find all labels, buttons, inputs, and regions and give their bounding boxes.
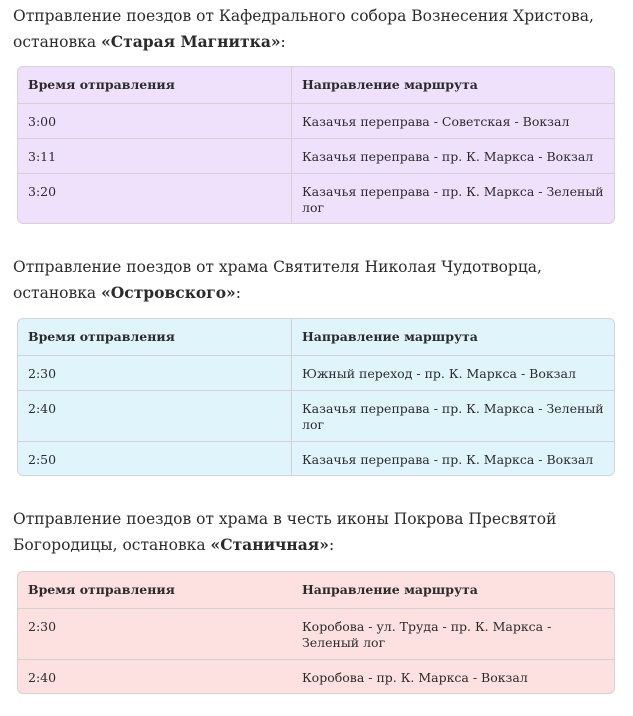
- route-direction: Казачья переправа - пр. К. Маркса - Вокзал: [302, 452, 594, 467]
- departure-time: 3:20: [18, 174, 292, 223]
- route-direction: Казачья переправа - Советская - Вокзал: [302, 114, 570, 129]
- table-row: [18, 138, 614, 173]
- route-direction: Казачья переправа - пр. К. Маркса - Вокзал: [302, 149, 594, 164]
- table-row: [18, 659, 614, 693]
- table-row: [18, 608, 614, 659]
- departure-time: 2:50: [18, 442, 292, 475]
- intro-text: Отправление поездов от храма Святителя Николая Чудотворца, остановка: [13, 258, 542, 302]
- header-route: Направление маршрута: [302, 329, 478, 344]
- intro-colon: :: [280, 33, 286, 51]
- departure-time: 2:30: [28, 619, 57, 634]
- route-direction: Коробова - пр. К. Маркса - Вокзал: [302, 670, 528, 685]
- section-intro: [13, 507, 625, 558]
- route-direction: Коробова - ул. Труда - пр. К. Маркса - Зеленый лог: [302, 619, 552, 650]
- schedule-table: [17, 318, 615, 476]
- route-direction: Южный переход - пр. К. Маркса - Вокзал: [302, 366, 576, 381]
- intro-text: Отправление поездов от храма в честь иконы Покрова Пресвятой Богородицы, остановка: [13, 510, 557, 554]
- departure-time: 3:00: [18, 104, 292, 138]
- intro-text: Отправление поездов от Кафедрального собора Вознесения Христова, остановка: [13, 7, 594, 51]
- stop-name: «Старая Магнитка»: [101, 32, 281, 51]
- table-row: [18, 103, 614, 138]
- intro-colon: :: [328, 536, 335, 554]
- header-route: Направление маршрута: [302, 77, 478, 92]
- section-intro: [13, 4, 625, 55]
- table-row: [18, 390, 614, 441]
- table-row: [18, 173, 614, 223]
- route-direction: Казачья переправа - пр. К. Маркса - Зеленый лог: [302, 184, 604, 215]
- table-header-row: [18, 572, 614, 608]
- table-row: [18, 355, 614, 390]
- header-time: Время отправления: [28, 582, 175, 597]
- departure-time: 3:11: [18, 139, 292, 173]
- route-direction: Казачья переправа - пр. К. Маркса - Зеленый лог: [302, 401, 604, 432]
- header-time: Время отправления: [18, 67, 292, 103]
- schedule-table: [17, 66, 615, 224]
- stop-name: «Островского»: [101, 283, 236, 302]
- section-intro: [13, 255, 625, 306]
- schedule-table: [17, 571, 615, 694]
- departure-time: 2:40: [18, 391, 292, 441]
- table-header-row: [18, 67, 614, 103]
- stop-name: «Станичная»: [210, 535, 329, 554]
- departure-time: 2:30: [18, 356, 292, 390]
- header-time: Время отправления: [18, 319, 292, 355]
- departure-time: 2:40: [28, 670, 57, 685]
- table-row: [18, 441, 614, 475]
- header-route: Направление маршрута: [302, 582, 478, 597]
- table-header-row: [18, 319, 614, 355]
- intro-colon: :: [235, 284, 241, 302]
